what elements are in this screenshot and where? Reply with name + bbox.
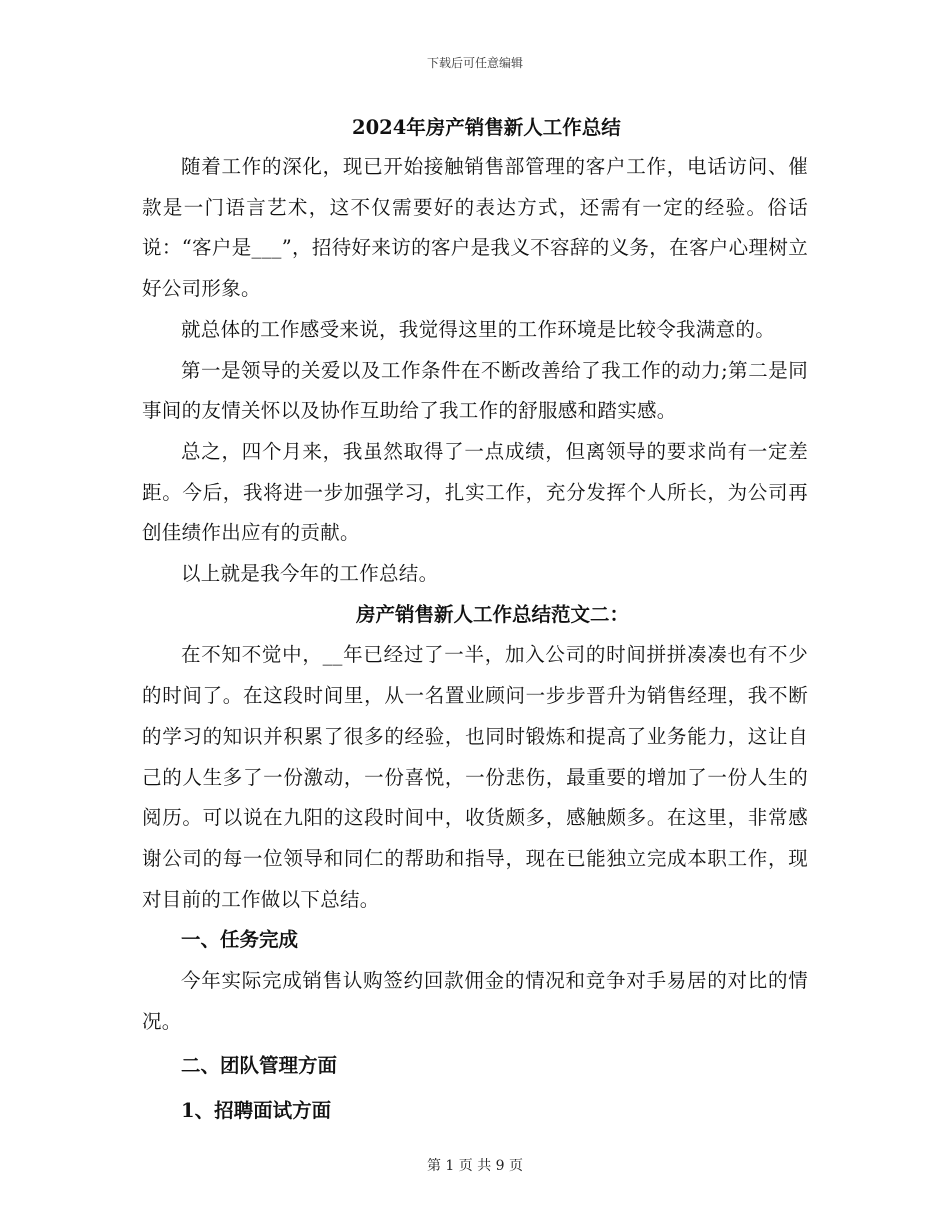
paragraph: 今年实际完成销售认购签约回款佣金的情况和竞争对手易居的对比的情况。 <box>142 969 808 1033</box>
paragraph: 以上就是我今年的工作总结。 <box>181 562 439 586</box>
paragraph: 随着工作的深化，现已开始接触销售部管理的客户工作，电话访问、催款是一门语言艺术，这不仅需要好的表达方式，还需有一定的经验。俗话说：“客户是___”，招待好来访的客户是我义不容辞的义务，在客户心理树立好公司形象。 <box>142 155 808 301</box>
section-heading-team: 二、团队管理方面 <box>181 1054 338 1078</box>
document-title: 2024年房产销售新人工作总结 <box>352 116 621 139</box>
section-subtitle: 房产销售新人工作总结范文二： <box>356 602 630 626</box>
paragraph: 就总体的工作感受来说，我觉得这里的工作环境是比较令我满意的。 <box>181 317 776 341</box>
header-note: 下载后可任意编辑 <box>426 56 523 70</box>
page-footer: 第 1 页 共 9 页 <box>426 1158 524 1174</box>
paragraph: 在不知不觉中，__年已经过了一半，加入公司的时间拼拼凑凑也有不少的时间了。在这段时间里，从一名置业顾问一步步晋升为销售经理，我不断的学习的知识并积累了很多的经验，也同时锻炼和提高了业务能力，这让自己的人生多了一份激动，一份喜悦，一份悲伤，最重要的增加了一份人生的阅历。可以说在九阳的这段时间中，收货颇多，感触颇多。在这里，非常感谢公司的每一位领导和同仁的帮助和指导，现在已能独立完成本职工作，现对目前的工作做以下总结。 <box>142 643 808 911</box>
paragraph: 总之，四个月来，我虽然取得了一点成绩，但离领导的要求尚有一定差距。今后，我将进一步加强学习，扎实工作，充分发挥个人所长，为公司再创佳绩作出应有的贡献。 <box>142 439 808 545</box>
section-heading-recruiting: 1、招聘面试方面 <box>181 1099 332 1123</box>
paragraph: 第一是领导的关爱以及工作条件在不断改善给了我工作的动力;第二是同事间的友情关怀以及协作互助给了我工作的舒服感和踏实感。 <box>142 358 808 423</box>
document-body <box>142 112 808 1132</box>
section-heading-task: 一、任务完成 <box>181 928 299 952</box>
